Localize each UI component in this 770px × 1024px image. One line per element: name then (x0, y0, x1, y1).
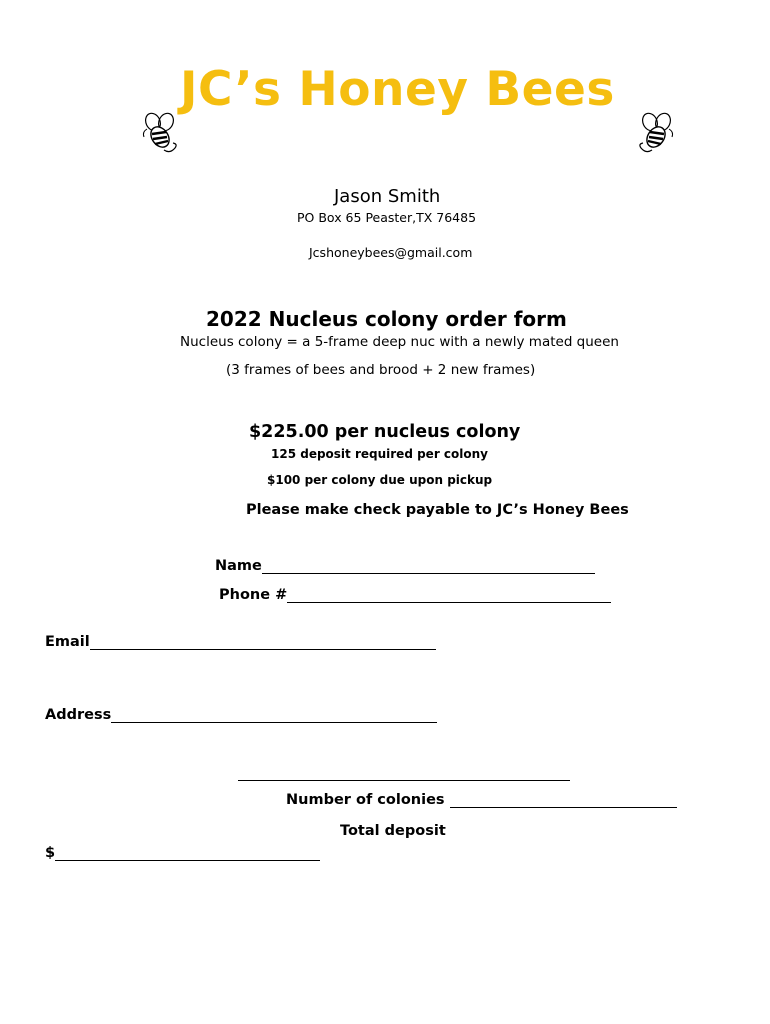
pickup-note: $100 per colony due upon pickup (267, 473, 493, 487)
form-title: 2022 Nucleus colony order form (206, 307, 567, 331)
bee-icon (140, 110, 180, 154)
address-label: Address (45, 707, 112, 723)
description-line-2: (3 frames of bees and brood + 2 new frames) (226, 362, 536, 378)
total-deposit-label: Total deposit (340, 823, 446, 839)
name-blank-line[interactable] (262, 559, 595, 574)
email-label: Email (45, 634, 90, 650)
price-per-colony: $225.00 per nucleus colony (249, 422, 521, 442)
deposit-note: 125 deposit required per colony (271, 447, 488, 461)
email-blank-line[interactable] (90, 635, 436, 650)
address-blank-line[interactable] (111, 708, 437, 723)
email-field[interactable] (45, 634, 436, 650)
bee-icon (636, 110, 676, 154)
brand-title: JC’s Honey Bees (180, 62, 615, 117)
colonies-label: Number of colonies (286, 792, 445, 808)
phone-blank-line[interactable] (287, 588, 611, 603)
colonies-blank-line[interactable] (450, 793, 677, 808)
dollar-label: $ (45, 845, 56, 861)
name-label: Name (215, 558, 262, 574)
contact-email: Jcshoneybees@gmail.com (309, 245, 473, 260)
payable-note: Please make check payable to JC’s Honey Bees (246, 502, 629, 518)
phone-field[interactable] (219, 587, 611, 603)
colonies-field[interactable] (286, 792, 677, 808)
total-deposit-blank-line[interactable] (55, 846, 320, 861)
name-field[interactable] (215, 558, 595, 574)
address-second-line[interactable] (238, 780, 570, 781)
owner-name: Jason Smith (334, 186, 441, 207)
address-field[interactable] (45, 707, 437, 723)
total-deposit-field[interactable] (45, 845, 320, 861)
phone-label: Phone # (219, 587, 288, 603)
mailing-address: PO Box 65 Peaster,TX 76485 (297, 210, 477, 225)
description-line-1: Nucleus colony = a 5-frame deep nuc with a newly mated queen (180, 334, 619, 350)
